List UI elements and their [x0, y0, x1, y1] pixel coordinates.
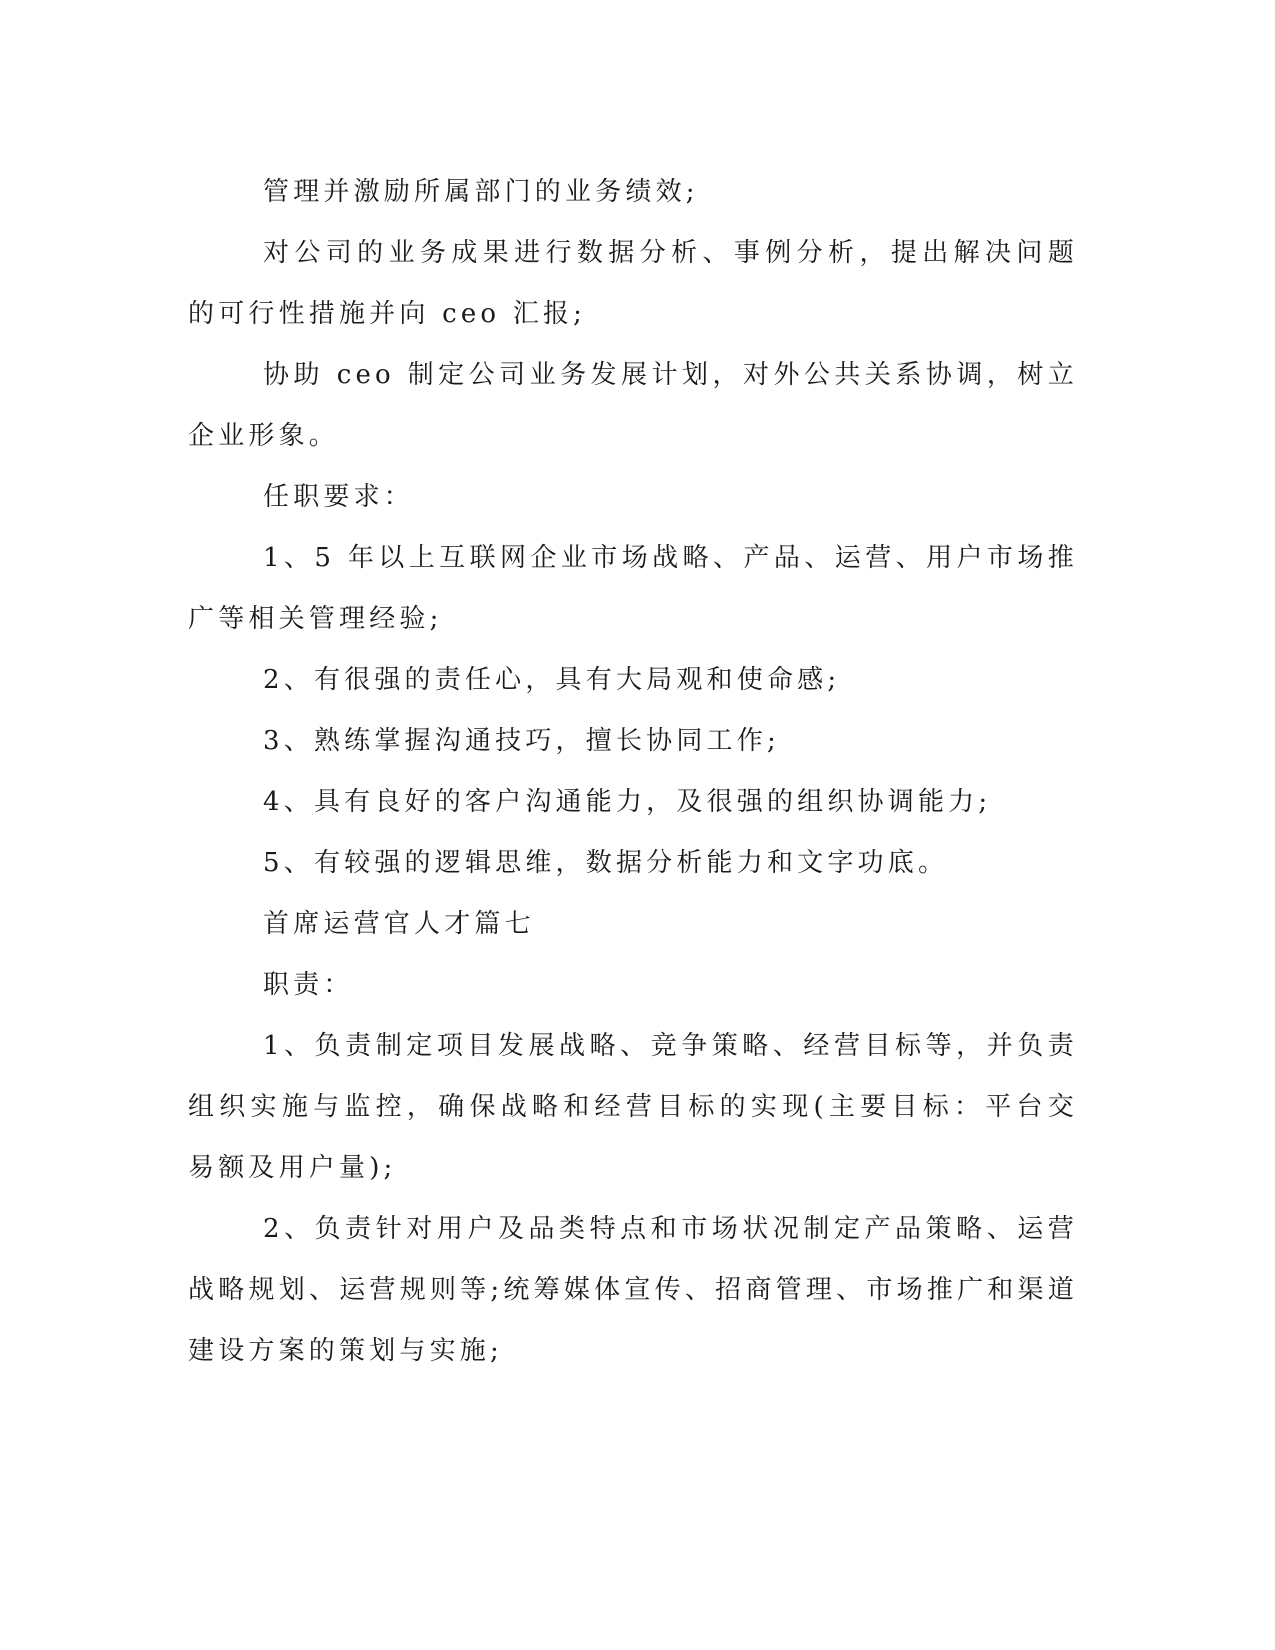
- list-item: 1、5 年以上互联网企业市场战略、产品、运营、用户市场推广等相关管理经验;: [188, 543, 1078, 634]
- list-item: 3、熟练掌握沟通技巧，擅长协同工作;: [263, 726, 780, 756]
- paragraph: 协助 ceo 制定公司业务发展计划，对外公共关系协调，树立企业形象。: [188, 360, 1078, 451]
- list-item: 1、负责制定项目发展战略、竞争策略、经营目标等，并负责组织实施与监控，确保战略和经营目标的实现(主要目标：平台交易额及用户量);: [188, 1031, 1078, 1183]
- list-item: 2、有很强的责任心，具有大局观和使命感;: [263, 665, 841, 695]
- document-body: [188, 162, 1078, 1382]
- section-heading: 任职要求：: [263, 482, 415, 512]
- section-heading: 职责：: [263, 970, 354, 1000]
- list-item: 4、具有良好的客户沟通能力，及很强的组织协调能力;: [263, 787, 992, 817]
- paragraph: 对公司的业务成果进行数据分析、事例分析，提出解决问题的可行性措施并向 ceo 汇报;: [188, 238, 1078, 329]
- list-item: 5、有较强的逻辑思维，数据分析能力和文字功底。: [263, 848, 949, 878]
- paragraph: 管理并激励所属部门的业务绩效;: [263, 177, 699, 207]
- list-item: 2、负责针对用户及品类特点和市场状况制定产品策略、运营战略规划、运营规则等;统筹媒体宣传、招商管理、市场推广和渠道建设方案的策划与实施;: [188, 1214, 1078, 1366]
- section-title: 首席运营官人才篇七: [263, 909, 535, 939]
